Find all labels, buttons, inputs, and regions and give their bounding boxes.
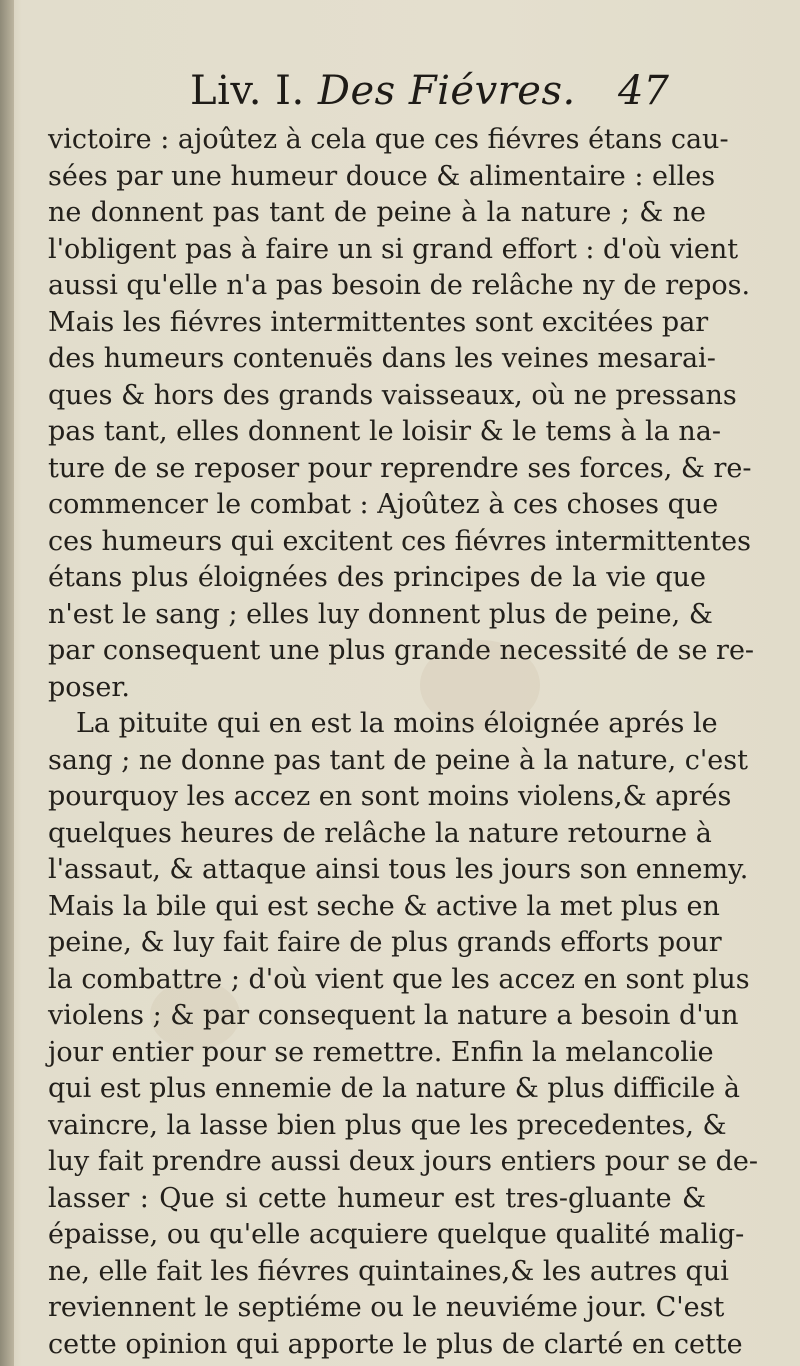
text-line: ne donnent pas tant de peine à la nature ; & ne <box>48 197 706 228</box>
text-line: commencer le combat : Ajoûtez à ces choses que <box>48 489 719 520</box>
text-line: des humeurs contenuës dans les veines mesarai- <box>48 343 716 374</box>
section-title: Des Fiévres. <box>317 68 576 114</box>
text-line: l'assaut, & attaque ainsi tous les jours son ennemy. <box>48 854 749 885</box>
text-line: peine, & luy fait faire de plus grands efforts pour <box>48 927 722 958</box>
text-line: poser. <box>48 671 130 703</box>
body-text <box>48 122 758 1363</box>
text-line: l'obligent pas à faire un si grand effort : d'où vient <box>48 233 739 265</box>
text-line: jour entier pour se remettre. Enfin la melancolie <box>48 1036 714 1068</box>
text-line: qui est plus ennemie de la nature & plus difficile à <box>48 1073 740 1104</box>
text-line: vaincre, la lasse bien plus que les precedentes, & <box>48 1109 727 1141</box>
text-line: pas tant, elles donnent le loisir & le tems à la na- <box>48 416 721 447</box>
text-line: n'est le sang ; elles luy donnent plus de peine, & <box>48 598 713 630</box>
text-line: Mais les fiévres intermittentes sont excitées par <box>48 306 709 338</box>
text-line: épaisse, ou qu'elle acquiere quelque qualité malig- <box>48 1219 745 1250</box>
text-line: ture de se reposer pour reprendre ses forces, & re- <box>48 452 752 484</box>
binding-shadow <box>0 0 14 1366</box>
text-line: reviennent le septiéme ou le neuviéme jour. C'est <box>48 1292 725 1323</box>
text-line: violens ; & par consequent la nature a besoin d'un <box>48 1000 739 1031</box>
text-line: victoire : ajoûtez à cela que ces fiévres étans cau- <box>48 124 729 155</box>
text-line: étans plus éloignées des principes de la vie que <box>48 562 706 593</box>
page-header <box>0 68 800 118</box>
text-line: pourquoy les accez en sont moins violens,& aprés <box>48 781 732 812</box>
text-line: La pituite qui en est la moins éloignée aprés le <box>76 708 718 739</box>
running-head <box>190 68 576 114</box>
book-label: Liv. I. <box>190 68 305 114</box>
text-line: par consequent une plus grande necessité de se re- <box>48 635 755 666</box>
text-line: cette opinion qui apporte le plus de clarté en cette <box>48 1328 743 1360</box>
text-line: sées par une humeur douce & alimentaire : elles <box>48 160 716 192</box>
text-line: luy fait prendre aussi deux jours entiers pour se de- <box>48 1146 758 1177</box>
text-line: la combattre ; d'où vient que les accez en sont plus <box>48 963 750 995</box>
text-line: aussi qu'elle n'a pas besoin de relâche ny de repos. <box>48 270 751 301</box>
text-line: lasser : Que si cette humeur est tres-gluante & <box>48 1182 706 1214</box>
text-line: ces humeurs qui excitent ces fiévres intermittentes <box>48 525 751 557</box>
text-line: ne, elle fait les fiévres quintaines,& les autres qui <box>48 1255 729 1287</box>
page-number: 47 <box>618 68 669 114</box>
text-line: quelques heures de relâche la nature retourne à <box>48 817 712 849</box>
text-line: Mais la bile qui est seche & active la met plus en <box>48 890 720 922</box>
text-line: sang ; ne donne pas tant de peine à la nature, c'est <box>48 744 748 776</box>
text-line: ques & hors des grands vaisseaux, où ne pressans <box>48 379 737 411</box>
